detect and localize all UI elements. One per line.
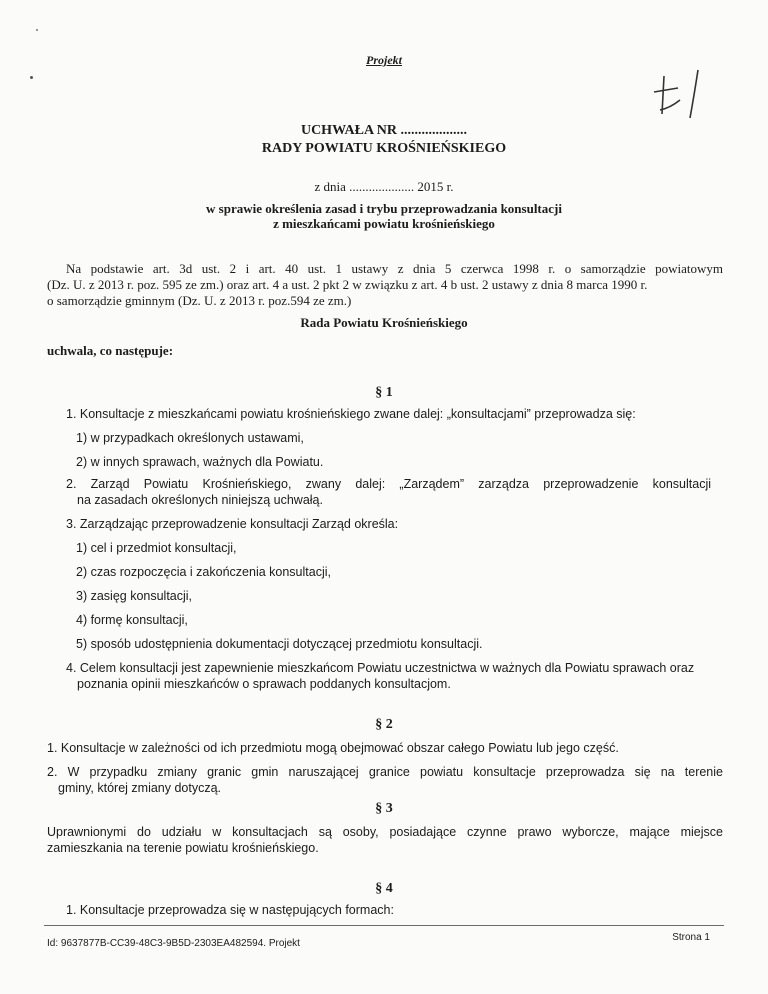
resolution-subject: z mieszkańcami powiatu krośnieńskiego [273,216,495,231]
page-number: Strona 1 [672,932,710,943]
paragraph: 3. Zarządzając przeprowadzenie konsultacji Zarząd określa: [66,517,399,531]
council-name: RADY POWIATU KROŚNIEŃSKIEGO [261,141,507,156]
paragraph: gminy, której zmiany dotyczą. [58,781,222,795]
scan-speck [30,76,33,79]
section-heading: § 3 [375,801,393,816]
list-item: 1) cel i przedmiot konsultacji, [76,541,237,555]
preamble-line: (Dz. U. z 2013 r. poz. 595 ze zm.) oraz art. 4 a ust. 2 pkt 2 w związku z art. 4 b ust. 2 ustawy z dnia 8 marca 1990 r. [47,277,648,292]
document-id: Id: 9637877B-CC39-48C3-9B5D-2303EA482594. Projekt [47,938,300,949]
section-heading: § 1 [375,385,393,400]
handwritten-annotation [650,66,710,122]
projekt-label: Projekt [366,53,402,67]
paragraph: na zasadach określonych niniejszą uchwałą. [77,493,323,507]
resolution-subject: w sprawie określenia zasad i trybu przeprowadzania konsultacji [206,201,562,216]
scan-speck [36,29,38,31]
paragraph: 2. W przypadku zmiany granic gmin naruszającej granice powiatu konsultacje przeprowadza się na terenie [47,765,723,779]
paragraph: 1. Konsultacje przeprowadza się w następujących formach: [66,903,394,917]
paragraph: poznania opinii mieszkańców o sprawach poddanych konsultacjom. [77,677,451,691]
section-heading: § 2 [375,717,393,732]
section-heading: § 4 [375,881,393,896]
preamble-line: o samorządzie gminnym (Dz. U. z 2013 r. poz.594 ze zm.) [47,293,352,308]
paragraph: Uprawnionymi do udziału w konsultacjach są osoby, posiadające czynne prawo wyborcze, mające miejsce [47,825,723,839]
list-item: 3) zasięg konsultacji, [76,589,193,603]
paragraph: 4. Celem konsultacji jest zapewnienie mieszkańcom Powiatu uczestnictwa w ważnych dla Powiatu sprawach oraz [66,661,695,675]
paragraph: 1. Konsultacje w zależności od ich przedmiotu mogą obejmować obszar całego Powiatu lub jego część. [47,741,619,755]
list-item: 1) w przypadkach określonych ustawami, [76,431,304,445]
council-body: Rada Powiatu Krośnieńskiego [300,315,468,330]
list-item: 5) sposób udostępnienia dokumentacji dotyczącej przedmiotu konsultacji. [76,637,483,651]
paragraph: 1. Konsultacje z mieszkańcami powiatu krośnieńskiego zwane dalej: „konsultacjami” przeprowadza się: [66,407,636,421]
paragraph: zamieszkania na terenie powiatu krośnieńskiego. [47,841,319,855]
list-item: 4) formę konsultacji, [76,613,188,627]
list-item: 2) czas rozpoczęcia i zakończenia konsultacji, [76,565,331,579]
footer-divider [44,925,724,926]
list-item: 2) w innych sprawach, ważnych dla Powiatu. [76,455,324,469]
paragraph: 2. Zarząd Powiatu Krośnieńskiego, zwany dalej: „Zarządem” zarządza przeprowadzenie konsultacji [66,477,711,491]
resolves-clause: uchwala, co następuje: [47,343,174,358]
preamble-line: Na podstawie art. 3d ust. 2 i art. 40 ust. 1 ustawy z dnia 5 czerwca 1998 r. o samorządzie powiatowym [66,261,723,276]
resolution-date: z dnia .................... 2015 r. [314,179,454,194]
resolution-number: UCHWAŁA NR ................... [300,123,468,138]
